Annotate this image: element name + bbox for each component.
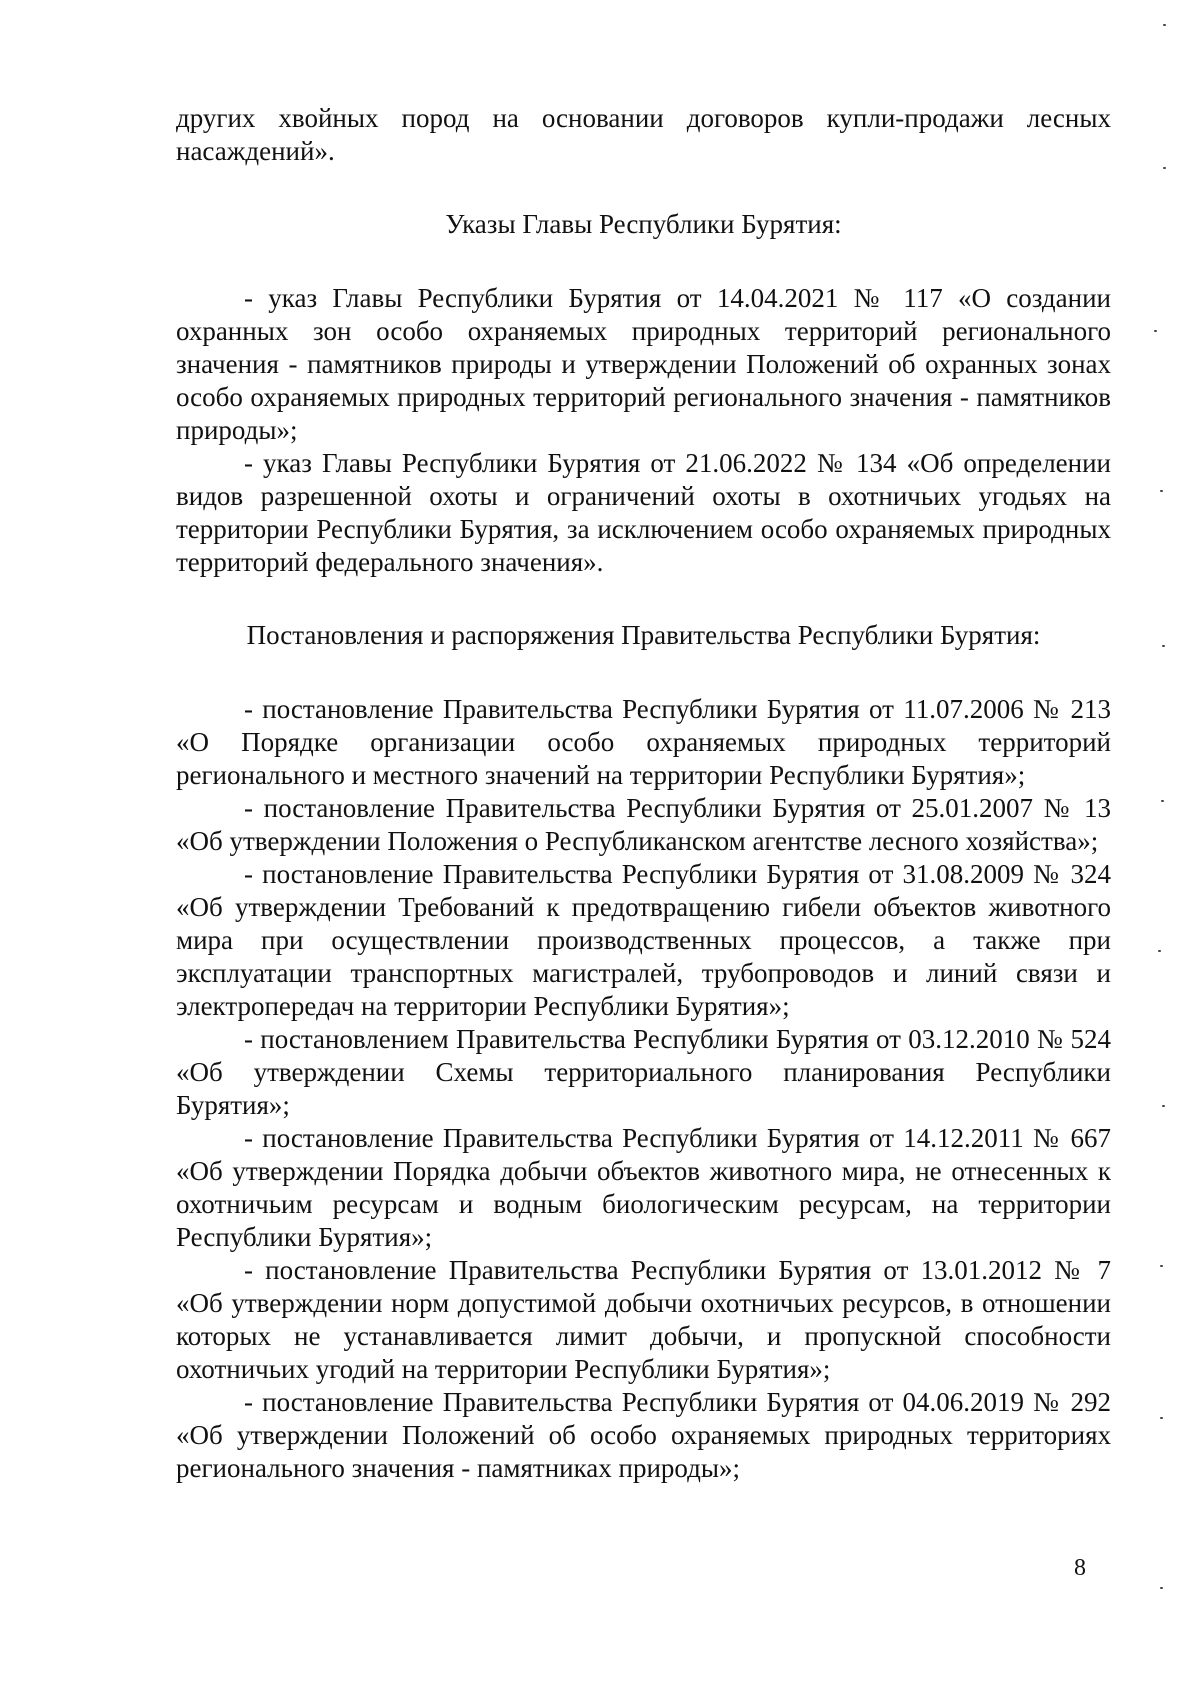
section-heading-decrees: Указы Главы Республики Бурятия: [445, 209, 842, 239]
scan-artifact [1160, 1417, 1163, 1419]
scan-artifact [1154, 330, 1157, 332]
document-body [176, 102, 1111, 1485]
scan-artifact [1160, 1587, 1163, 1589]
decree-item: - указ Главы Республики Бурятия от 14.04.2021 № 117 «О создании охранных зон особо охраняемых природных территорий регионального значения - памятников природы и утверждении Положений об охранных зонах особо охраняемых природных территорий регионального значения - памятников природы»; [176, 283, 1111, 445]
spacer [176, 579, 1111, 619]
resolution-item: - постановление Правительства Республики Бурятия от 14.12.2011 № 667 «Об утверждении Порядка добычи объектов животного мира, не отнесенных к охотничьим ресурсам и водным биологическим ресурсам, на территории Республики Бурятия»; [176, 1123, 1111, 1252]
scan-artifact [1163, 24, 1166, 26]
scan-artifact [1162, 1105, 1165, 1107]
section-heading-resolutions: Постановления и распоряжения Правительства Республики Бурятия: [246, 620, 1041, 650]
scan-artifact [1158, 950, 1161, 952]
scan-artifact [1161, 800, 1164, 802]
resolution-item: - постановление Правительства Республики Бурятия от 04.06.2019 № 292 «Об утверждении Положений об особо охраняемых природных территориях регионального значения - памятниках природы»; [176, 1387, 1111, 1483]
intro-paragraph: других хвойных пород на основании договоров купли-продажи лесных насаждений». [176, 103, 1111, 166]
resolution-item: - постановление Правительства Республики Бурятия от 13.01.2012 № 7 «Об утверждении норм допустимой добычи охотничьих ресурсов, в отношении которых не устанавливается лимит добычи, и пропускной способности охотничьих угодий на территории Республики Бурятия»; [176, 1255, 1111, 1384]
scan-artifact [1160, 1265, 1163, 1267]
decree-item: - указ Главы Республики Бурятия от 21.06.2022 № 134 «Об определении видов разрешенной охоты и ограничений охоты в охотничьих угодьях на территории Республики Бурятия, за исключением особо охраняемых природных территорий федерального значения». [176, 448, 1111, 577]
spacer [176, 241, 1111, 282]
spacer [176, 652, 1111, 693]
scan-artifact [1162, 645, 1165, 647]
scan-artifact [1163, 167, 1166, 169]
resolution-item: - постановление Правительства Республики Бурятия от 25.01.2007 № 13 «Об утверждении Положения о Республиканском агентстве лесного хозяйства»; [176, 793, 1111, 856]
resolution-item: - постановление Правительства Республики Бурятия от 31.08.2009 № 324 «Об утверждении Требований к предотвращению гибели объектов животного мира при осуществлении производственных процессов, а также при эксплуатации транспортных магистралей, трубопроводов и линий связи и электропередач на территории Республики Бурятия»; [176, 859, 1111, 1021]
resolution-item: - постановление Правительства Республики Бурятия от 11.07.2006 № 213 «О Порядке организации особо охраняемых природных территорий регионального и местного значений на территории Республики Бурятия»; [176, 694, 1111, 790]
spacer [176, 168, 1111, 208]
page-number: 8 [1074, 1555, 1086, 1581]
scan-artifact [1160, 490, 1163, 492]
resolution-item: - постановлением Правительства Республики Бурятия от 03.12.2010 № 524 «Об утверждении Схемы территориального планирования Республики Бурятия»; [176, 1024, 1111, 1120]
